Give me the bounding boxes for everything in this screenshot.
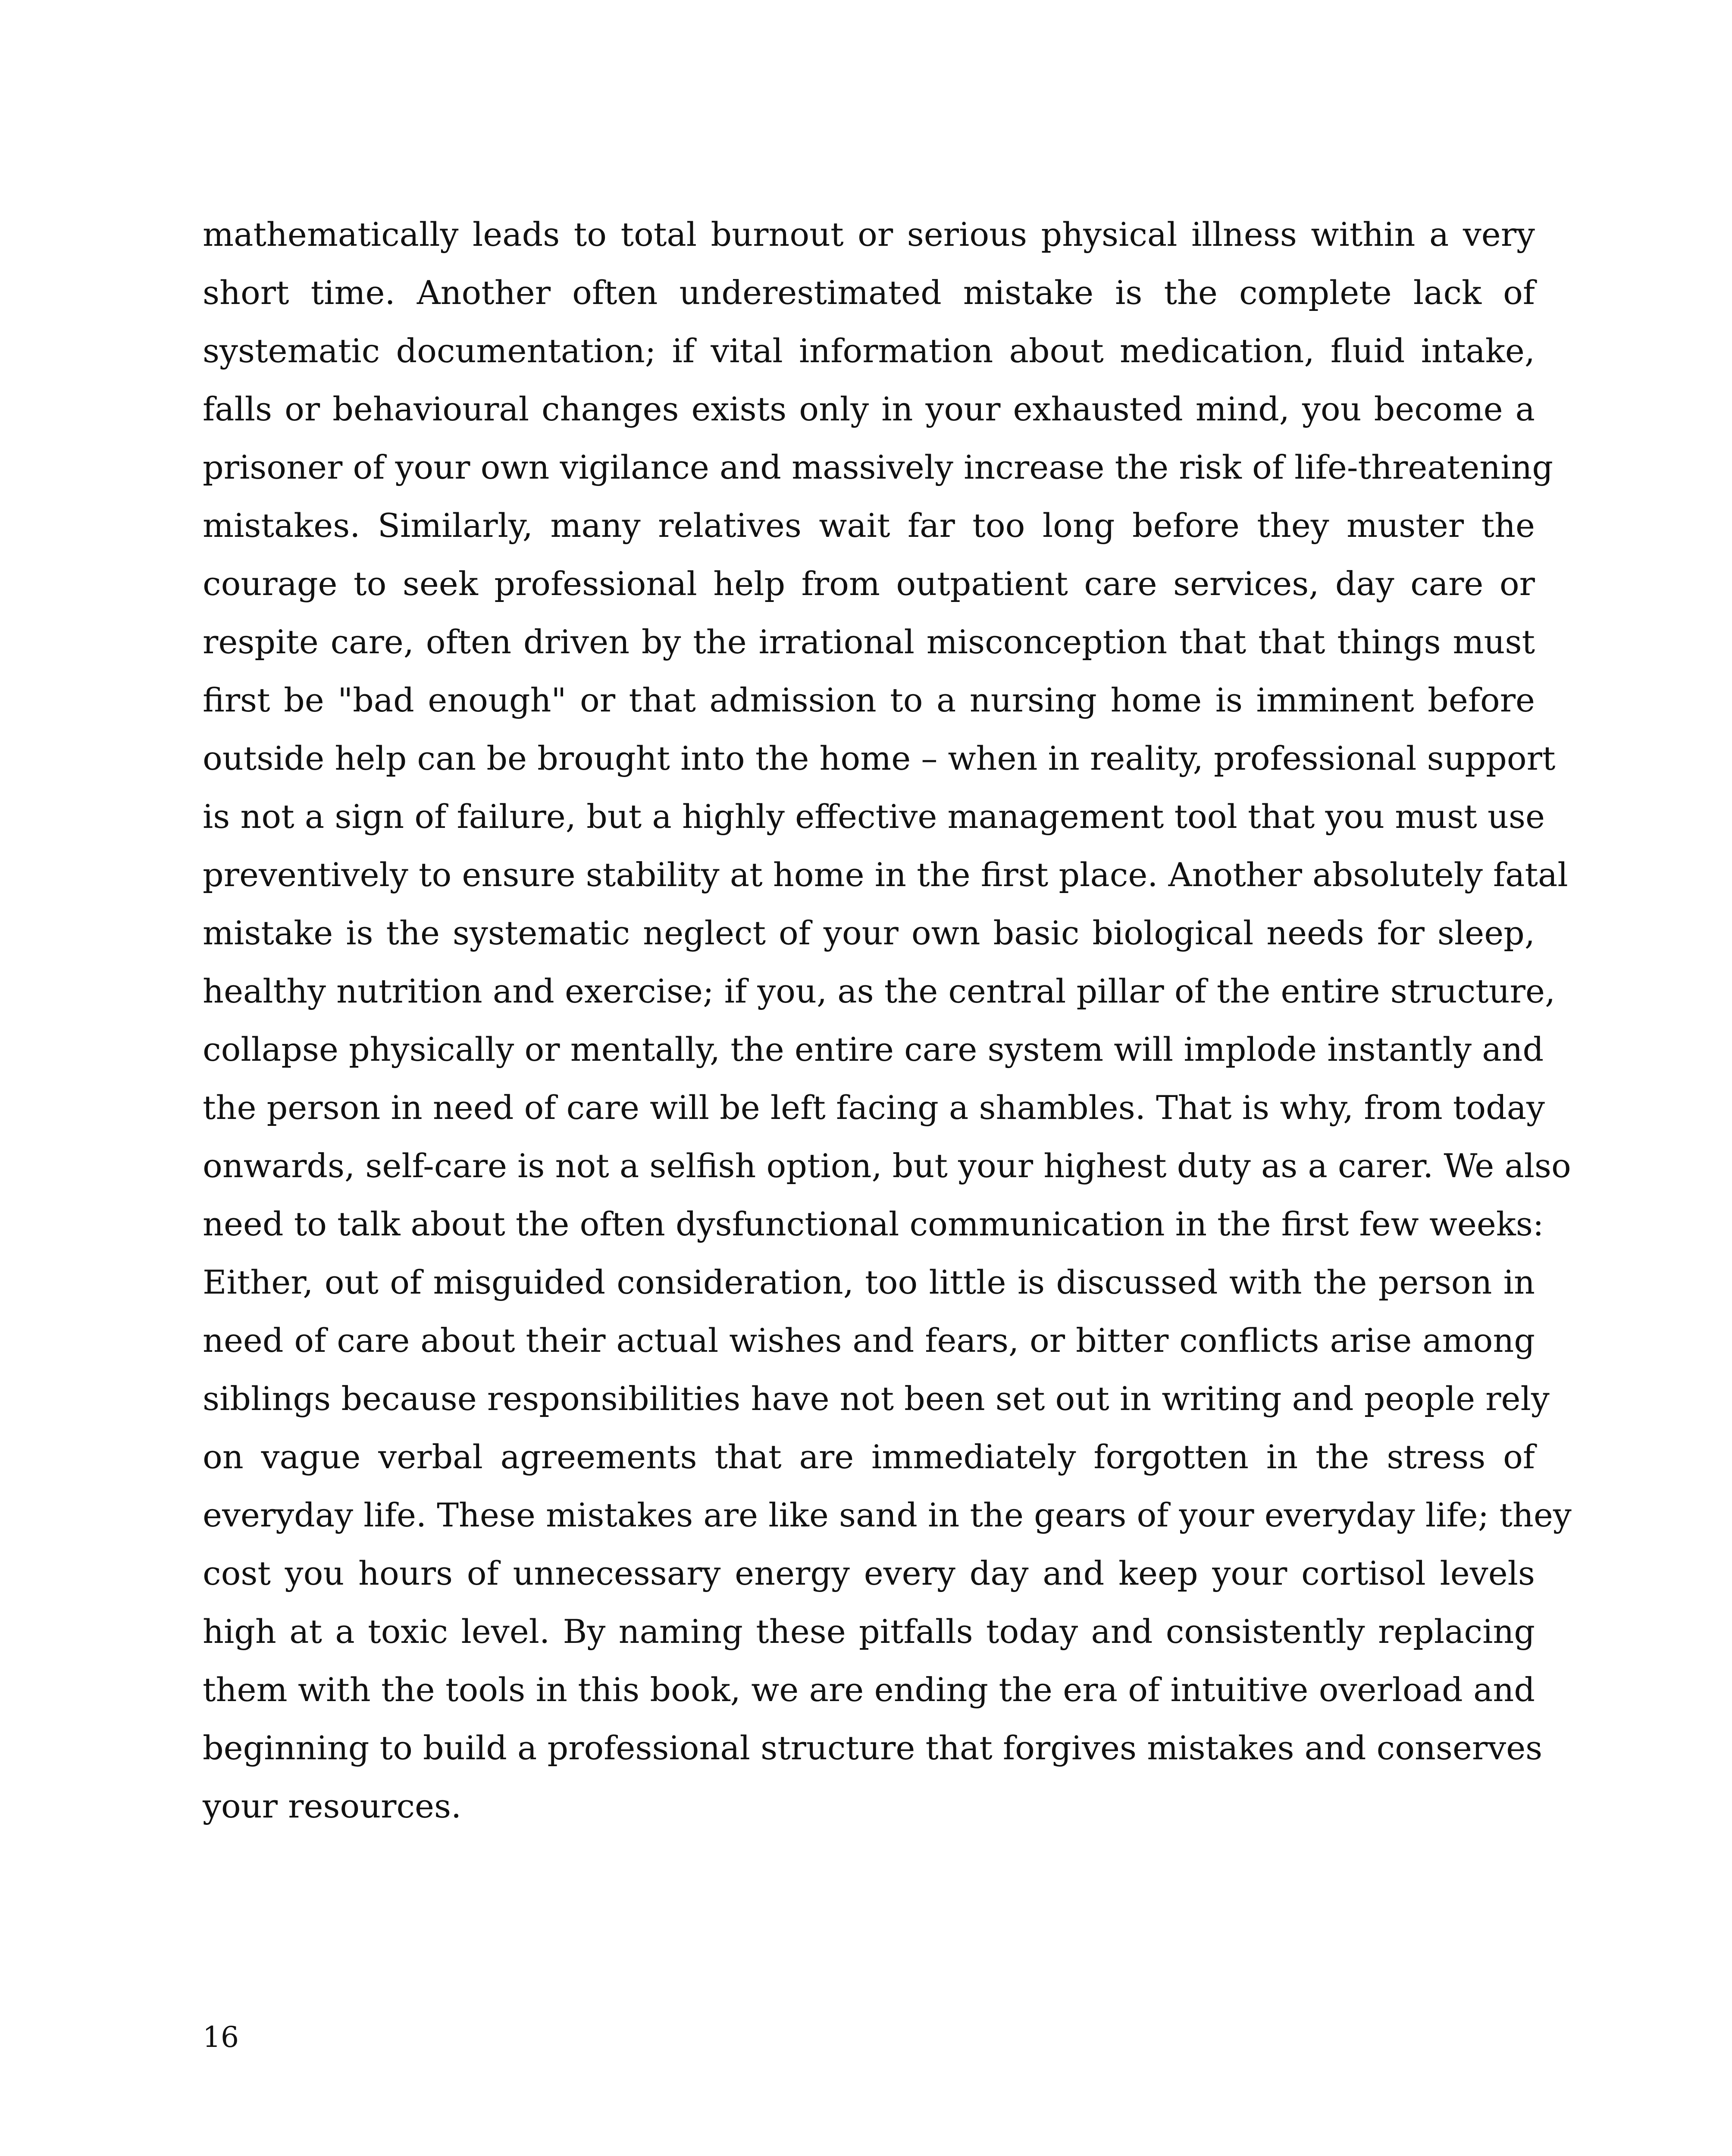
- text-line: mathematically leads to total burnout or serious physical illness within a very: [203, 215, 1535, 254]
- text-line: healthy nutrition and exercise; if you, as the central pillar of the entire structure,: [203, 972, 1556, 1010]
- text-line: Either, out of misguided consideration, too little is discussed with the person in: [203, 1263, 1535, 1301]
- text-line: respite care, often driven by the irrational misconception that that things must: [203, 623, 1535, 661]
- text-line: first be "bad enough" or that admission to a nursing home is imminent before: [203, 681, 1535, 719]
- text-line: short time. Another often underestimated mistake is the complete lack of: [203, 273, 1535, 312]
- text-line: falls or behavioural changes exists only in your exhausted mind, you become a: [203, 390, 1535, 428]
- text-line: preventively to ensure stability at home in the first place. Another absolutely fatal: [203, 856, 1568, 894]
- text-line: need of care about their actual wishes and fears, or bitter conflicts arise among: [203, 1321, 1535, 1360]
- text-line: prisoner of your own vigilance and massively increase the risk of life-threatening: [203, 448, 1553, 486]
- text-line: mistake is the systematic neglect of your own basic biological needs for sleep,: [203, 914, 1535, 952]
- text-line: siblings because responsibilities have not been set out in writing and people rely: [203, 1379, 1550, 1418]
- text-line: is not a sign of failure, but a highly effective management tool that you must use: [203, 797, 1545, 836]
- text-line: cost you hours of unnecessary energy every day and keep your cortisol levels: [203, 1554, 1535, 1592]
- text-line: collapse physically or mentally, the entire care system will implode instantly and: [203, 1030, 1544, 1069]
- text-line: onwards, self-care is not a selfish option, but your highest duty as a carer. We also: [203, 1147, 1571, 1185]
- text-line: high at a toxic level. By naming these pitfalls today and consistently replacing: [203, 1612, 1535, 1651]
- text-line: the person in need of care will be left facing a shambles. That is why, from today: [203, 1088, 1545, 1127]
- text-line: them with the tools in this book, we are ending the era of intuitive overload and: [203, 1670, 1535, 1709]
- text-line: on vague verbal agreements that are immediately forgotten in the stress of: [203, 1438, 1535, 1476]
- text-line: mistakes. Similarly, many relatives wait far too long before they muster the: [203, 506, 1535, 545]
- text-line: everyday life. These mistakes are like sand in the gears of your everyday life; they: [203, 1496, 1572, 1534]
- text-line: outside help can be brought into the home – when in reality, professional support: [203, 739, 1556, 777]
- body-paragraph: [203, 205, 1572, 1835]
- text-line: need to talk about the often dysfunctional communication in the first few weeks:: [203, 1205, 1544, 1243]
- text-line: courage to seek professional help from outpatient care services, day care or: [203, 564, 1535, 603]
- text-line: your resources.: [203, 1787, 462, 1825]
- text-line: beginning to build a professional structure that forgives mistakes and conserves: [203, 1729, 1543, 1767]
- page-number: 16: [203, 2021, 239, 2054]
- text-line: systematic documentation; if vital information about medication, fluid intake,: [203, 332, 1535, 370]
